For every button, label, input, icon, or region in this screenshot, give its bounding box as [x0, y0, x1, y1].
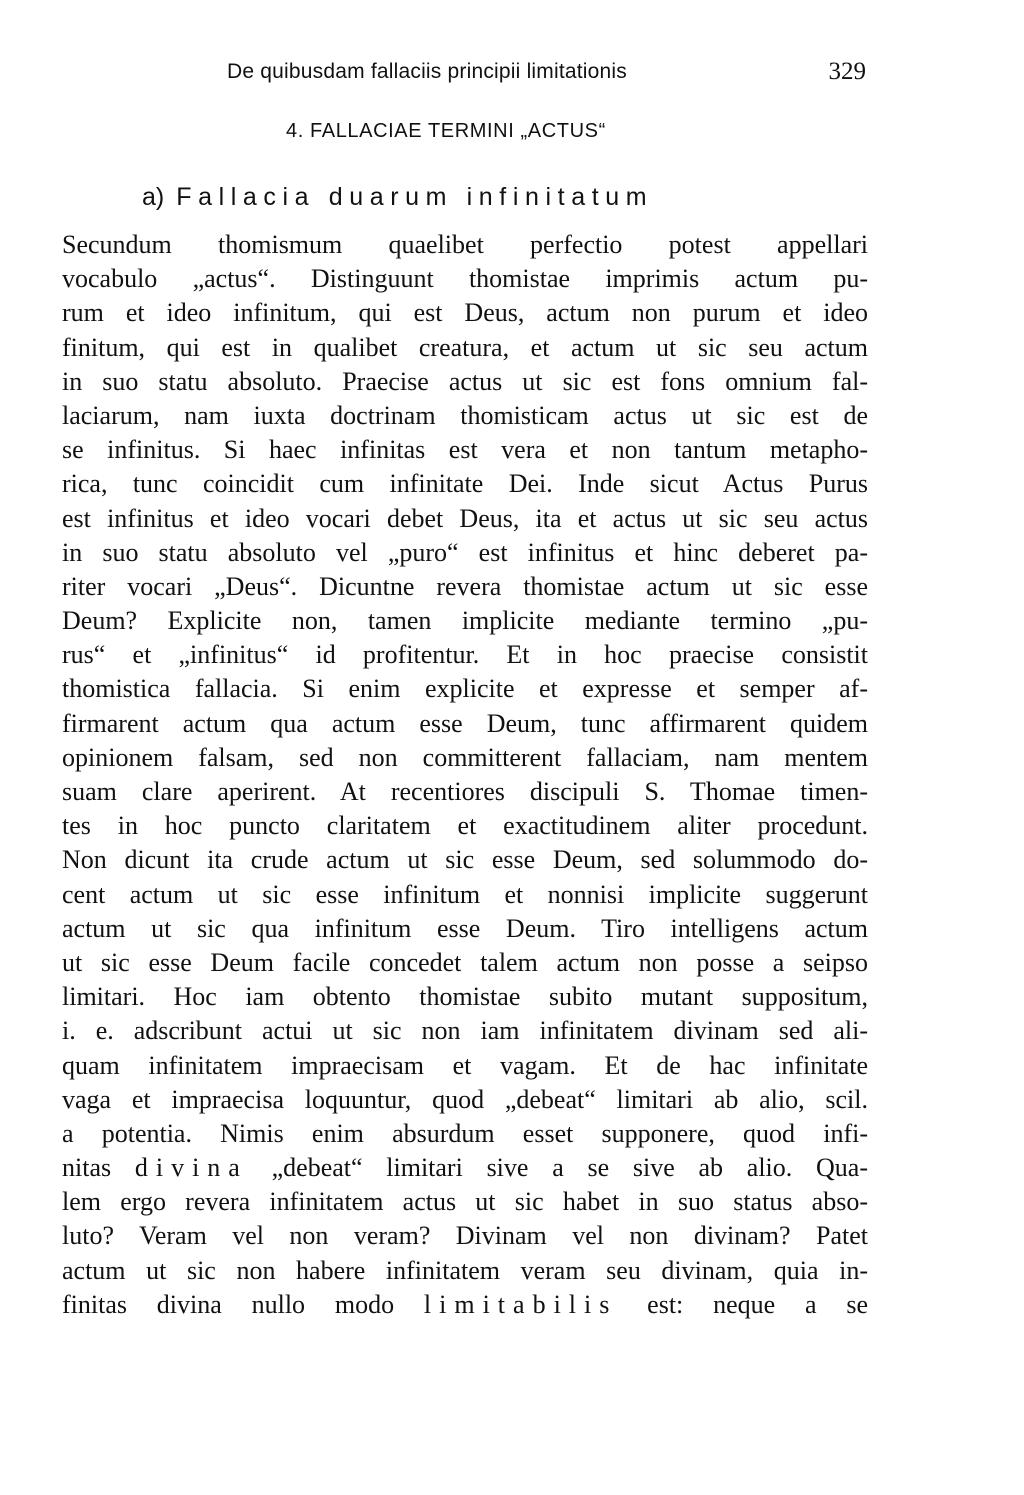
text-line: cent actum ut sic esse infinitum et nonnisi implicite suggerunt	[62, 879, 868, 909]
section-heading: 4. FALLACIAE TERMINI „ACTUS“	[286, 120, 606, 142]
text-line: i. e. adscribunt actui ut sic non iam infinitatem divinam sed ali-	[62, 1016, 868, 1046]
text-fragment: finitas divina nullo modo	[62, 1289, 395, 1319]
text-line: Secundum thomismum quaelibet perfectio potest appellari	[62, 230, 868, 259]
text-line: actum ut sic non habere infinitatem veram seu divinam, quia in-	[62, 1255, 868, 1285]
text-line: rica, tunc coincidit cum infinitate Dei. Inde sicut Actus Purus	[62, 469, 868, 499]
subsection-marker: a)	[142, 183, 165, 211]
text-line: in suo statu absoluto. Praecise actus ut sic est fons omnium fal-	[62, 366, 868, 396]
text-line: ut sic esse Deum facile concedet talem actum non posse a seipso	[62, 947, 868, 977]
text-line: luto? Veram vel non veram? Divinam vel non divinam? Patet	[62, 1221, 868, 1251]
text-line: rum et ideo infinitum, qui est Deus, actum non purum et ideo	[62, 298, 868, 328]
text-fragment: „debeat“ limitari sive a se sive ab alio. Qua-	[271, 1153, 868, 1183]
text-line: riter vocari „Deus“. Dicuntne revera thomistae actum ut sic esse	[62, 571, 868, 601]
text-line: Non dicunt ita crude actum ut sic esse Deum, sed solummodo do-	[62, 845, 868, 875]
text-line: opinionem falsam, sed non committerent fallaciam, nam mentem	[62, 742, 868, 772]
text-line: actum ut sic qua infinitum esse Deum. Tiro intelligens actum	[62, 913, 868, 943]
running-header	[62, 58, 868, 92]
subsection-heading	[142, 183, 653, 212]
text-line: rus“ et „infinitus“ id profitentur. Et in hoc praecise consistit	[62, 640, 868, 670]
text-line: finitum, qui est in qualibet creatura, et actum ut sic seu actum	[62, 332, 868, 362]
text-line: thomistica fallacia. Si enim explicite et expresse et semper af-	[62, 674, 868, 704]
book-page	[62, 0, 868, 1495]
text-line: Deum? Explicite non, tamen implicite mediante termino „pu-	[62, 606, 868, 636]
text-line: a potentia. Nimis enim absurdum esset supponere, quod infi-	[62, 1118, 868, 1148]
text-line: in suo statu absoluto vel „puro“ est infinitus et hinc deberet pa-	[62, 537, 868, 567]
text-line: limitari. Hoc iam obtento thomistae subito mutant suppositum,	[62, 982, 868, 1012]
text-line: vaga et impraecisa loquuntur, quod „debeat“ limitari ab alio, scil.	[62, 1084, 868, 1114]
page-number: 329	[828, 58, 866, 85]
text-line: suam clare aperirent. At recentiores discipuli S. Thomae timen-	[62, 777, 868, 806]
text-fragment: est: neque a se	[647, 1289, 868, 1319]
text-line: est infinitus et ideo vocari debet Deus, ita et actus ut sic seu actus	[62, 503, 868, 533]
subsection-title: Fallacia duarum infinitatum	[176, 183, 654, 211]
body-paragraph	[62, 228, 868, 1322]
emphasized-word: divina	[134, 1153, 248, 1183]
text-line: lem ergo revera infinitatem actus ut sic habet in suo status abso-	[62, 1187, 868, 1217]
text-line-spaced	[62, 1288, 868, 1322]
running-title: De quibusdam fallaciis principii limitationis	[227, 60, 627, 83]
emphasized-word: limitabilis	[423, 1289, 618, 1319]
text-line-spaced	[62, 1151, 868, 1185]
text-fragment: nitas	[62, 1153, 112, 1183]
text-line: quam infinitatem impraecisam et vagam. Et de hac infinitate	[62, 1050, 868, 1080]
text-line: tes in hoc puncto claritatem et exactitudinem aliter procedunt.	[62, 811, 868, 841]
text-line: se infinitus. Si haec infinitas est vera et non tantum metapho-	[62, 435, 868, 465]
text-line: vocabulo „actus“. Distinguunt thomistae imprimis actum pu-	[62, 264, 868, 294]
text-line: laciarum, nam iuxta doctrinam thomisticam actus ut sic est de	[62, 400, 868, 430]
text-line: firmarent actum qua actum esse Deum, tunc affirmarent quidem	[62, 708, 868, 738]
